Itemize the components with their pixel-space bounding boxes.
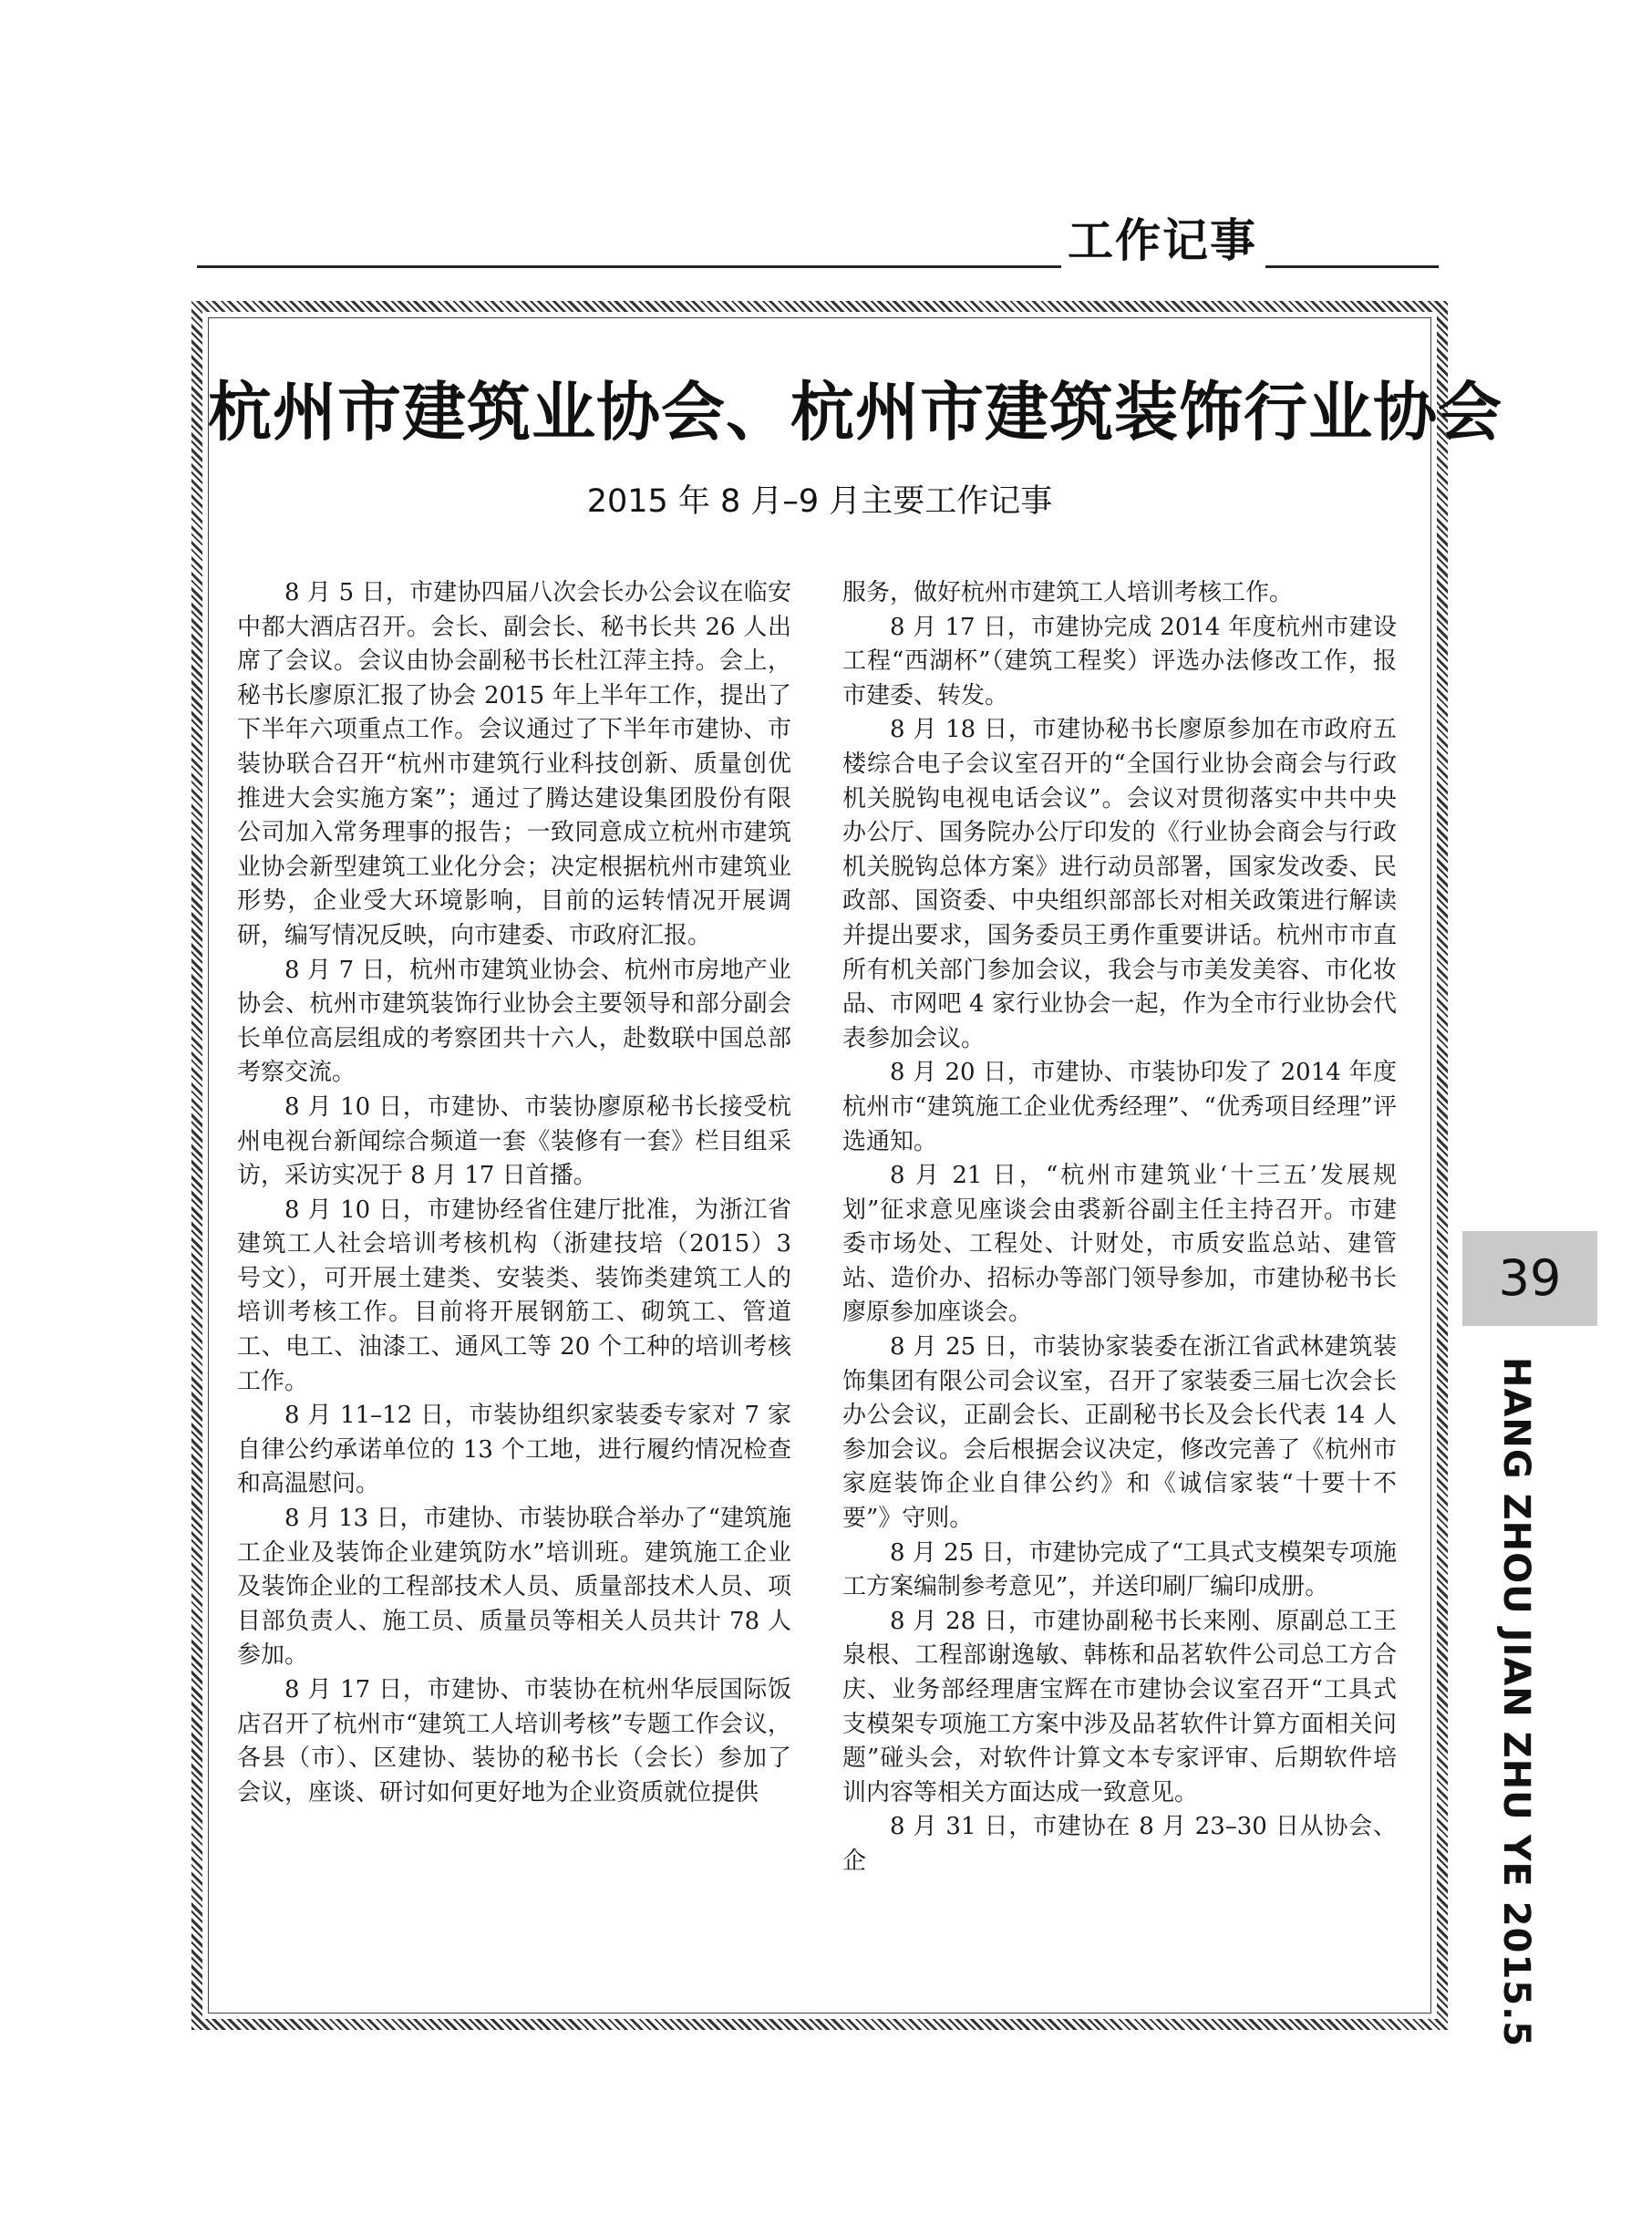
paragraph: 8 月 7 日，杭州市建筑业协会、杭州市房地产业协会、杭州市建筑装饰行业协会主要领导和部分副会长单位高层组成的考察团共十六人，赴数联中国总部考察交流。: [237, 956, 791, 1087]
paragraph: 8 月 20 日，市建协、市装协印发了 2014 年度杭州市“建筑施工企业优秀经理”、“优秀项目经理”评选通知。: [842, 1059, 1397, 1155]
magazine-side-label: HANG ZHOU JIAN ZHU YE 2015.5: [1495, 1357, 1537, 2048]
paragraph: 8 月 13 日，市建协、市装协联合举办了“建筑施工企业及装饰企业建筑防水”培训班。建筑施工企业及装饰企业的工程部技术人员、质量部技术人员、项目部负责人、施工员、质量员等相关人员共计 78 人参加。: [237, 1505, 791, 1670]
left-column: [237, 576, 791, 1810]
paragraph: 8 月 17 日，市建协完成 2014 年度杭州市建设工程“西湖杯”（建筑工程奖）评选办法修改工作，报市建委、转发。: [842, 613, 1397, 709]
paragraph: 8 月 18 日，市建协秘书长廖原参加在市政府五楼综合电子会议室召开的“全国行业协会商会与行政机关脱钩电视电话会议”。会议对贯彻落实中共中央办公厅、国务院办公厅印发的《行业协会商会与行政机关脱钩总体方案》进行动员部署，国家发改委、民政部、国资委、中央组织部部长对相关政策进行解读并提出要求，国务委员王勇作重要讲话。杭州市市直所有机关部门参加会议，我会与市美发美容、市化妆品、市网吧 4 家行业协会一起，作为全市行业协会代表参加会议。: [842, 716, 1397, 1052]
paragraph: 8 月 25 日，市建协完成了“工具式支模架专项施工方案编制参考意见”，并送印刷厂编印成册。: [842, 1538, 1397, 1601]
paragraph: 8 月 17 日，市建协、市装协在杭州华辰国际饭店召开了杭州市“建筑工人培训考核”专题工作会议，各县（市）、区建协、装协的秘书长（会长）参加了会议，座谈、研讨如何更好地为企业资质就位提供: [237, 1676, 791, 1807]
article-subtitle: 2015 年 8 月–9 月主要工作记事: [586, 483, 1053, 520]
paragraph: 8 月 10 日，市建协、市装协廖原秘书长接受杭州电视台新闻综合频道一套《装修有一套》栏目组采访，采访实况于 8 月 17 日首播。: [237, 1092, 791, 1190]
paragraph: 8 月 31 日，市建协在 8 月 23–30 日从协会、企: [842, 1813, 1397, 1875]
paragraph-continuation: 服务，做好杭州市建筑工人培训考核工作。: [842, 579, 1294, 606]
paragraph: 8 月 25 日，市装协家装委在浙江省武林建筑装饰集团有限公司会议室，召开了家装委三届七次会长办公会议，正副会长、正副秘书长及会长代表 14 人参加会议。会后根据会议决定，修改完善了《杭州市家庭装饰企业自律公约》和《诚信家装“十要十不要”》守则。: [842, 1333, 1397, 1533]
paragraph: 8 月 21 日，“杭州市建筑业‘十三五’发展规划”征求意见座谈会由裘新谷副主任主持召开。市建委市场处、工程处、计财处，市质安监总站、建管站、造价办、招标办等部门领导参加，市建协秘书长廖原参加座谈会。: [842, 1162, 1397, 1327]
paragraph: 8 月 28 日，市建协副秘书长来刚、原副总工王泉根、工程部谢逸敏、韩栋和品茗软件公司总工方合庆、业务部经理唐宝辉在市建协会议室召开“工具式支模架专项施工方案中涉及品茗软件计算方面相关问题”碰头会，对软件计算文本专家评审、后期软件培训内容等相关方面达成一致意见。: [842, 1607, 1397, 1807]
header-rule-left: [197, 265, 1061, 268]
section-title: 工作记事: [1068, 214, 1257, 267]
header-rule-right: [1265, 265, 1439, 268]
paragraph: 8 月 5 日，市建协四届八次会长办公会议在临安中都大酒店召开。会长、副会长、秘书长共 26 人出席了会议。会议由协会副秘书长杜江萍主持。会上，秘书长廖原汇报了协会 2015 年上半年工作，提出了下半年六项重点工作。会议通过了下半年市建协、市装协联合召开“杭州市建筑行业科技创新、质量创优推进大会实施方案”；通过了腾达建设集团股份有限公司加入常务理事的报告；一致同意成立杭州市建筑业协会新型建筑工业化分会；决定根据杭州市建筑业形势，企业受大环境影响，目前的运转情况开展调研，编写情况反映，向市建委、市政府汇报。: [237, 579, 791, 949]
right-column: [842, 576, 1397, 1879]
paragraph: 8 月 11–12 日，市装协组织家装委专家对 7 家自律公约承诺单位的 13 个工地，进行履约情况检查和高温慰问。: [237, 1402, 791, 1498]
article-title: 杭州市建筑业协会、杭州市建筑装饰行业协会: [208, 374, 1502, 450]
page-number: 39: [1462, 1231, 1597, 1326]
paragraph: 8 月 10 日，市建协经省住建厅批准，为浙江省建筑工人社会培训考核机构（浙建技培（2015）3 号文），可开展土建类、安装类、装饰类建筑工人的培训考核工作。目前将开展钢筋工、砌筑工、管道工、电工、油漆工、通风工等 20 个工种的培训考核工作。: [237, 1196, 791, 1395]
